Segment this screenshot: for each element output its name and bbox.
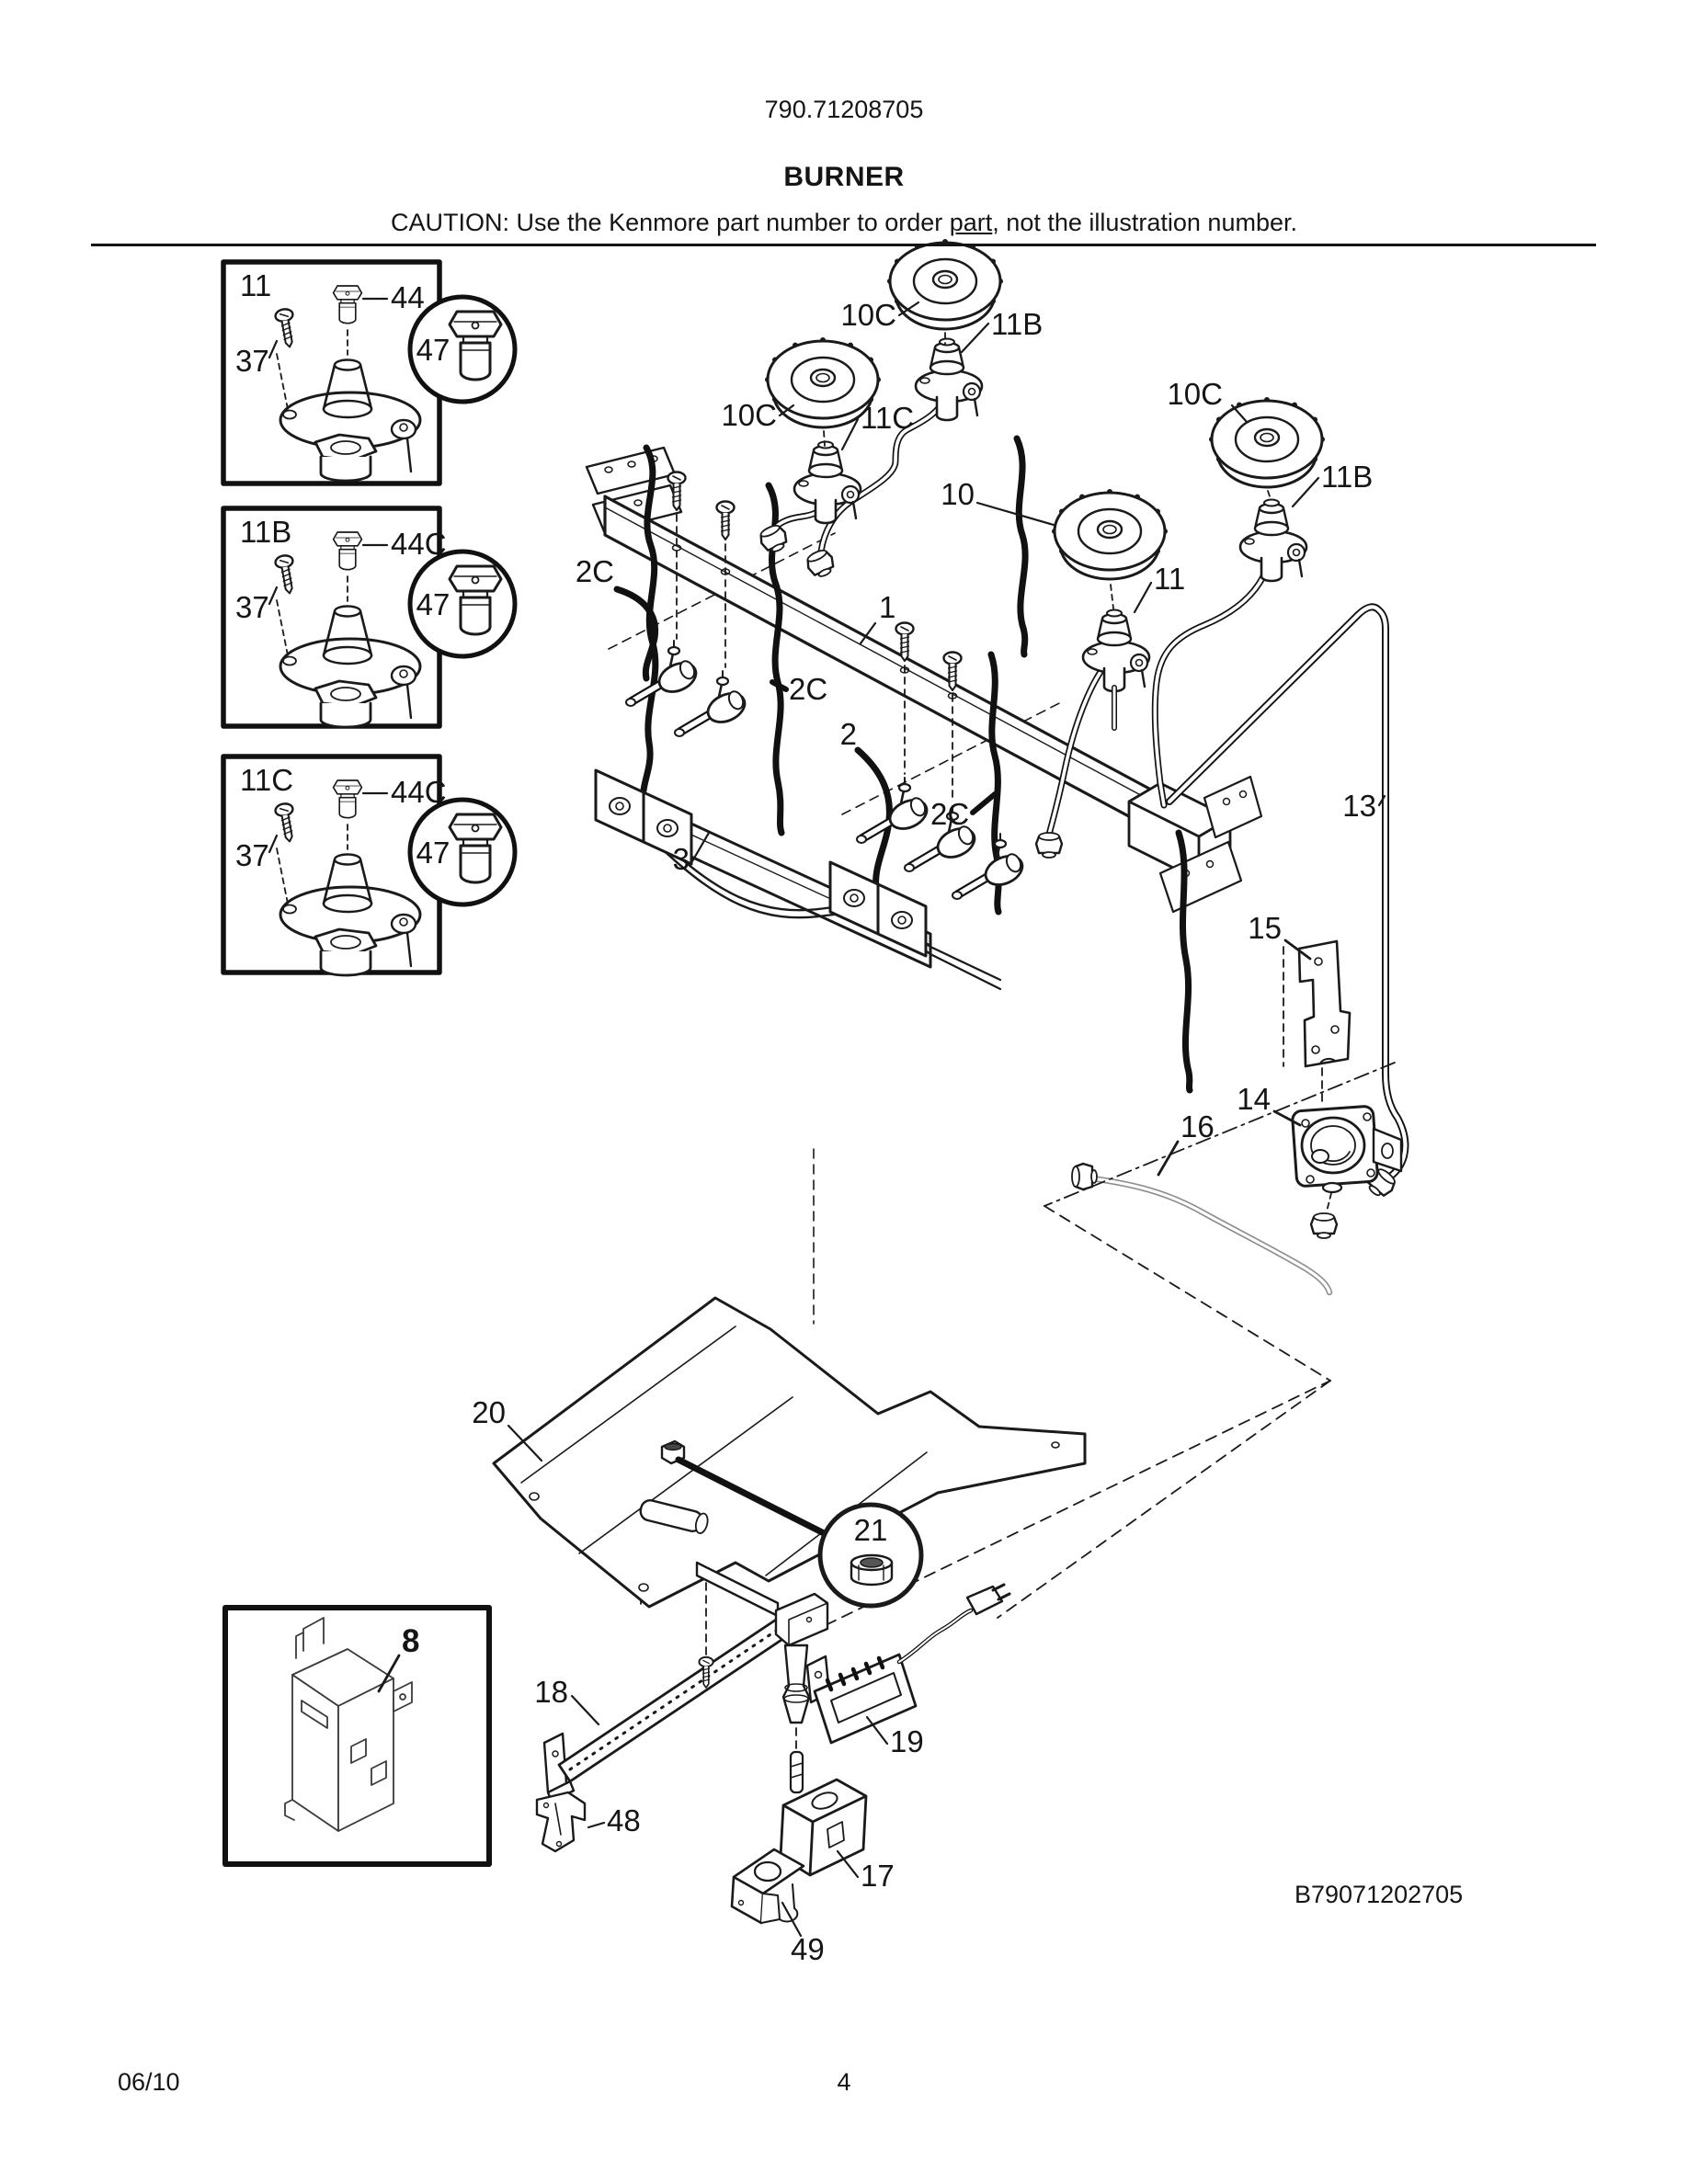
inset2-screw-label: 37 bbox=[235, 590, 269, 624]
heat-shield bbox=[494, 1298, 1085, 1607]
inset1-nozzle-label: 44 bbox=[391, 280, 425, 314]
spark-switch bbox=[781, 1752, 866, 1875]
inset1-screw-label: 37 bbox=[235, 344, 269, 378]
callout-13-pipe: 13 bbox=[1342, 789, 1376, 823]
callout-8-module: 8 bbox=[402, 1623, 420, 1659]
inset2-nozzle-label: 44C bbox=[391, 527, 447, 561]
caution-suffix: , not the illustration number. bbox=[992, 209, 1297, 236]
callout-21-nut: 21 bbox=[853, 1513, 888, 1547]
mounting-clip bbox=[537, 1792, 585, 1851]
inset3-nozzle-label: 44C bbox=[391, 775, 447, 809]
regulator-bracket bbox=[1283, 941, 1350, 1103]
callout-11-center: 11 bbox=[1154, 562, 1186, 596]
callout-10c-top: 10C bbox=[840, 298, 896, 332]
callout-11c-left: 11C bbox=[861, 401, 915, 435]
callout-3-rail: 3 bbox=[672, 842, 690, 876]
igniter bbox=[807, 1585, 1009, 1743]
footer-date: 06/10 bbox=[118, 2068, 180, 2096]
callout-17-switch: 17 bbox=[861, 1859, 895, 1893]
callout-11b-right: 11B bbox=[1321, 460, 1374, 494]
caution-prefix: CAUTION: Use the Kenmore part number to order bbox=[391, 209, 950, 236]
callout-10-center: 10 bbox=[941, 477, 975, 511]
inset1-detail-label: 47 bbox=[416, 333, 451, 367]
callout-20-shield: 20 bbox=[472, 1395, 506, 1429]
aluminum-pipe-16 bbox=[1072, 1164, 1329, 1292]
inset3-detail-label: 47 bbox=[416, 836, 451, 870]
caution-underlined-word: part bbox=[949, 209, 993, 236]
diagram-code: B79071202705 bbox=[1295, 1881, 1464, 1908]
callout-10c-left: 10C bbox=[721, 398, 777, 432]
inset3-screw-label: 37 bbox=[235, 838, 269, 872]
callout-10c-right: 10C bbox=[1167, 377, 1223, 411]
callout-2c-left: 2C bbox=[575, 554, 614, 588]
callout-16-pipe: 16 bbox=[1180, 1109, 1215, 1143]
callout-2c-mid: 2C bbox=[789, 672, 828, 706]
callout-49-bracket: 49 bbox=[791, 1932, 825, 1966]
callout-2-harness: 2 bbox=[839, 717, 857, 751]
switch-bracket bbox=[732, 1849, 804, 1923]
footer-page-number: 4 bbox=[837, 2068, 851, 2096]
callout-48-clip: 48 bbox=[607, 1803, 641, 1837]
page-title: BURNER bbox=[783, 162, 905, 192]
callout-14-regulator: 14 bbox=[1237, 1082, 1271, 1116]
callout-15-bracket: 15 bbox=[1248, 911, 1282, 945]
inset2-box-label: 11B bbox=[240, 515, 292, 549]
caution-note bbox=[0, 209, 1688, 237]
burner-heads bbox=[768, 242, 1322, 579]
callout-1-manifold: 1 bbox=[879, 590, 896, 624]
inset2-detail-label: 47 bbox=[416, 587, 451, 621]
spark-module-box bbox=[225, 1608, 489, 1864]
header-divider bbox=[91, 244, 1596, 246]
callout-19-igniter: 19 bbox=[890, 1724, 924, 1758]
inset1-box-label: 11 bbox=[240, 268, 272, 302]
spark-bar bbox=[544, 1563, 827, 1802]
model-number: 790.71208705 bbox=[764, 96, 924, 123]
inset3-box-label: 11C bbox=[240, 763, 294, 797]
callout-11b-top: 11B bbox=[991, 307, 1044, 341]
callout-2c-right: 2C bbox=[930, 797, 970, 831]
callout-18-sparkbar: 18 bbox=[534, 1675, 568, 1709]
